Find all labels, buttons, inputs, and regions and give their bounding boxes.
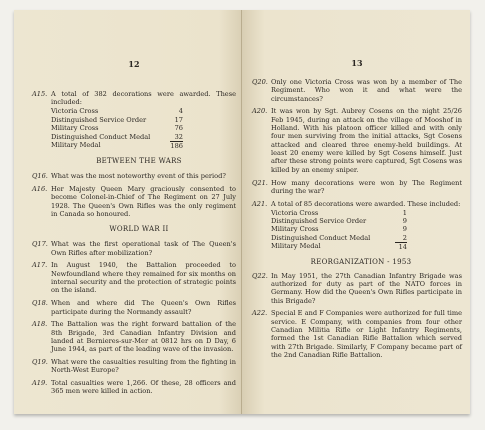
page-content — [252, 78, 462, 359]
item-text: What was the first operational task of The Queen's Own Rifles after mobilization? — [51, 240, 236, 257]
decoration-count: 4 — [178, 107, 183, 116]
decoration-row — [271, 234, 407, 242]
item-text: Total casualties were 1,266. Of these, 28 officers and 365 men were killed in action. — [51, 379, 236, 396]
item-label: A18. — [32, 320, 48, 329]
item-label: A21. — [252, 199, 268, 208]
decoration-count: 1 — [402, 208, 407, 217]
answer-item — [32, 185, 236, 218]
answer-item — [32, 90, 236, 107]
decorations-list — [51, 107, 183, 150]
decoration-count: 32 — [174, 132, 183, 141]
decoration-row — [51, 141, 183, 150]
decoration-name: Distinguished Conduct Medal — [51, 132, 151, 141]
decoration-count: 9 — [402, 217, 407, 226]
decoration-count: 9 — [402, 225, 407, 234]
answer-item — [32, 320, 236, 353]
item-label: Q17. — [32, 240, 48, 249]
page-right — [242, 10, 470, 414]
booklet-spread — [14, 10, 470, 414]
item-text: The Battalion was the right forward battalion of the 8th Brigade, 3rd Canadian Infantry Division and landed at Bernieres-sur-Mer at 0812 hrs on D Day, 6 June 1944, as part of the leading wave of the invasion. — [51, 320, 236, 354]
page-left — [14, 10, 242, 414]
question-item — [32, 240, 236, 257]
question-item — [252, 272, 462, 305]
item-text: In May 1951, the 27th Canadian Infantry Brigade was authorized for duty as part of the NATO forces in Germany. How did the Queen's Own Rifles participate in this Brigade? — [271, 271, 462, 305]
item-text: What were the casualties resulting from the fighting in North-West Europe? — [51, 358, 236, 375]
item-label: Q19. — [32, 358, 48, 366]
decoration-row — [51, 116, 183, 124]
answer-item — [32, 379, 236, 396]
decoration-row — [271, 217, 407, 225]
item-text: A total of 85 decorations were awarded. These included: — [271, 199, 461, 208]
item-text: Her Majesty Queen Mary graciously consented to become Colonel-in-Chief of The Regiment on 27 July 1928. The Queen's Own Rifles was the only regiment in Canada so honoured. — [51, 184, 236, 218]
question-item — [32, 358, 236, 375]
item-text: In August 1940, the Battalion proceeded to Newfoundland where they remained for six months on internal security and the protection of strategic points on the island. — [51, 261, 236, 295]
item-label: A20. — [252, 107, 268, 116]
decoration-name: Victoria Cross — [271, 208, 319, 217]
item-label: Q16. — [32, 172, 48, 181]
decoration-name: Military Cross — [51, 124, 99, 133]
section-heading: BETWEEN THE WARS — [96, 157, 182, 166]
question-item — [32, 172, 236, 180]
item-label: Q21. — [252, 178, 268, 187]
item-label: Q18. — [32, 299, 48, 308]
decoration-count: 14 — [395, 242, 407, 251]
decoration-name: Military Medal — [271, 242, 321, 251]
decoration-name: Military Medal — [51, 140, 101, 149]
decoration-count: 186 — [170, 141, 183, 150]
decorations-list — [271, 209, 407, 252]
question-item — [252, 78, 462, 103]
decoration-name: Distinguished Conduct Medal — [271, 233, 371, 242]
section-heading: WORLD WAR II — [109, 225, 169, 234]
page-content — [32, 90, 236, 396]
item-text: What was the most noteworthy event of this period? — [51, 172, 226, 181]
item-label: Q22. — [252, 271, 268, 280]
page-number: 13 — [351, 58, 363, 68]
answer-item — [252, 200, 462, 208]
decoration-name: Distinguished Service Order — [271, 217, 367, 226]
question-item — [32, 299, 236, 316]
question-item — [252, 179, 462, 196]
item-text: Only one Victoria Cross was won by a member of The Regiment. Who won it and what were the circumstances? — [271, 78, 462, 103]
answer-item — [252, 107, 462, 174]
decoration-name: Victoria Cross — [51, 107, 99, 116]
section-heading: REORGANIZATION - 1953 — [310, 257, 412, 266]
item-label: A15. — [32, 90, 48, 98]
decoration-row — [271, 209, 407, 217]
decoration-row — [51, 124, 183, 132]
decoration-count: 76 — [174, 124, 183, 133]
item-text: Special E and F Companies were authorized for full time service. E Company, with companies from four other Canadian Militia Rifle or Light Infantry Regiments, formed the 1st Canadian Rifle Battalion which served with 27th Brigade. Similarly, F Company became part of the 2nd Canadian Rifle Battalion. — [271, 309, 462, 359]
item-label: Q20. — [252, 78, 268, 86]
item-text: When and where did The Queen's Own Rifles participate during the Normandy assault? — [51, 299, 236, 316]
decoration-row — [51, 133, 183, 141]
item-text: A total of 382 decorations were awarded. These included: — [51, 90, 236, 107]
decoration-row — [51, 107, 183, 115]
item-label: A16. — [32, 184, 48, 193]
decoration-name: Military Cross — [271, 225, 319, 234]
decoration-row — [271, 242, 407, 251]
decoration-count: 2 — [402, 233, 407, 242]
item-text: It was won by Sgt. Aubrey Cosens on the night 25/26 Feb 1945, during an attack on the village of Mooshof in Holland. With his platoon officer killed and with only four men surviving from the initial attacks, Sgt Cosens attacked and cleared three enemy-held buildings. At least 20 enemy were killed by Sgt Cosens himself. Just after these strong points were captured, Sgt Cosens was killed by an enemy sniper. — [271, 107, 462, 174]
answer-item — [252, 309, 462, 359]
answer-item — [32, 261, 236, 294]
decoration-name: Distinguished Service Order — [51, 115, 147, 124]
item-label: A17. — [32, 261, 48, 270]
item-text: How many decorations were won by The Regiment during the war? — [271, 178, 462, 195]
decoration-count: 17 — [174, 115, 183, 124]
item-label: A19. — [32, 379, 48, 388]
decoration-row — [271, 225, 407, 233]
item-label: A22. — [252, 309, 268, 318]
page-number: 12 — [128, 59, 140, 69]
